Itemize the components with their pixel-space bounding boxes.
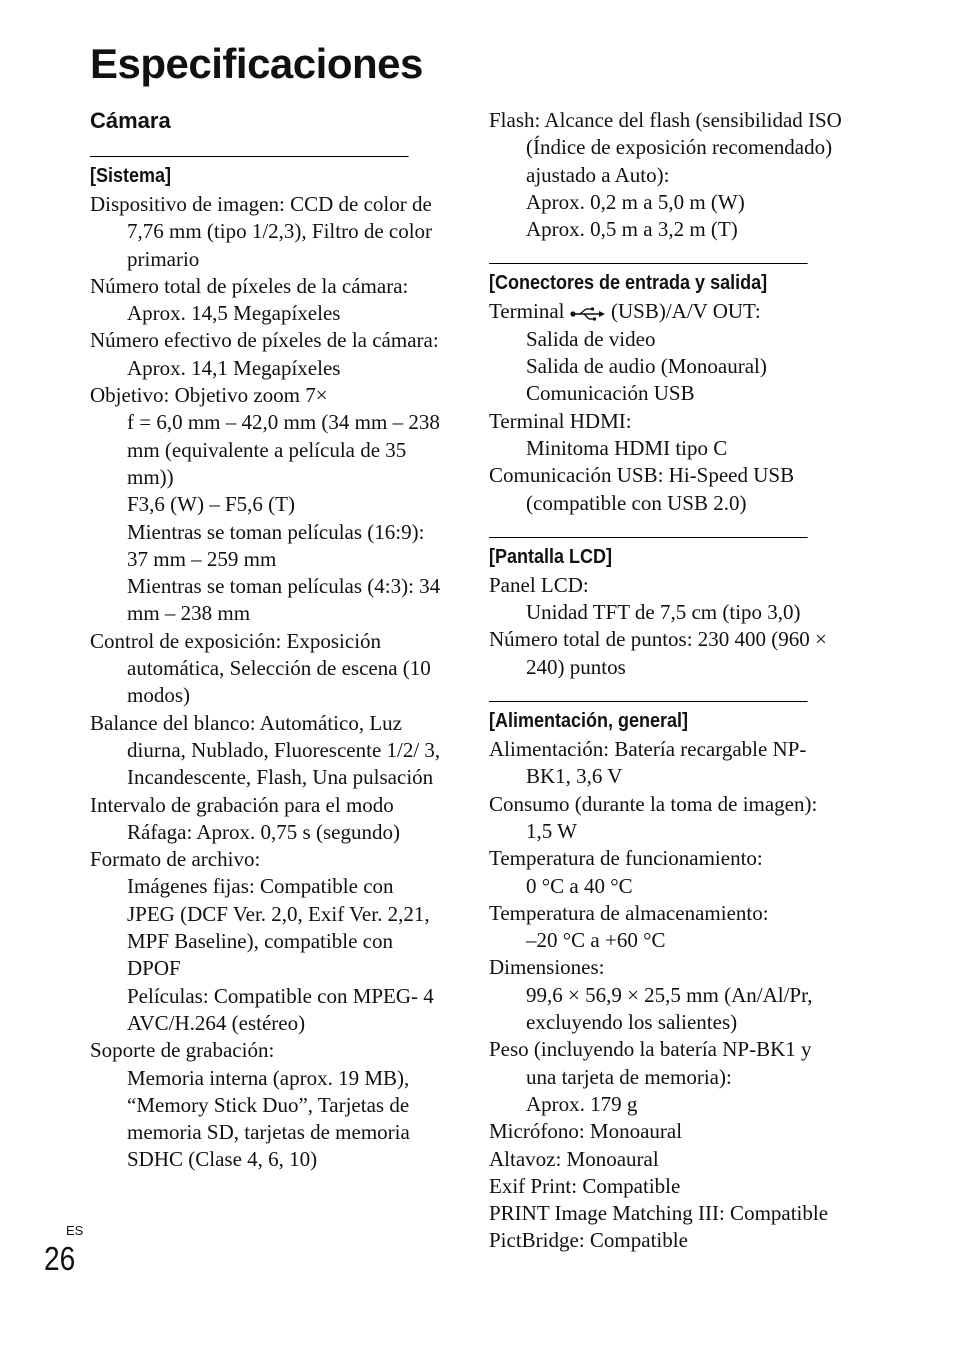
spec-list [90,191,444,1174]
spec-subitem: Películas: Compatible con MPEG- 4 AVC/H.264 (estéreo) [127,983,434,1035]
spec-subitem: Salida de audio (Monoaural) [526,354,767,379]
spec-list [489,736,843,1255]
spec-item: Panel LCD: [489,572,589,597]
section-conectores [489,263,843,516]
spec-sublist [489,326,843,408]
page-title: Especificaciones [90,40,423,87]
terminal-suffix: (USB)/A/V OUT: [611,299,761,324]
spec-item: Terminal HDMI: [489,408,632,433]
spec-item: PictBridge: Compatible [489,1228,688,1253]
spec-item: Número efectivo de píxeles de la cámara: [90,328,439,353]
spec-subitem: Comunicación USB [526,381,695,406]
spec-subitem: 0 °C a 40 °C [526,873,633,898]
spec-subitem: Salida de video [526,326,656,351]
spec-item: Altavoz: Monoaural [489,1146,659,1171]
spec-item: PRINT Image Matching III: Compatible [489,1201,829,1226]
section-pantalla [489,537,843,681]
spec-item: Número total de puntos: 230 400 (960 × 240) puntos [489,627,827,679]
spec-sublist [489,189,843,244]
spec-subitem: F3,6 (W) – F5,6 (T) [127,492,295,517]
spec-list [489,572,843,681]
spec-subitem: Aprox. 0,5 m a 3,2 m (T) [526,217,738,242]
section-sistema [90,156,444,1174]
spec-item: Peso (incluyendo la batería NP-BK1 y una tarjeta de memoria): [489,1037,812,1089]
spec-item: Balance del blanco: Automático, Luz diurna, Nublado, Fluorescente 1/2/ 3, Incandescente, Flash, Una pulsación [90,710,441,790]
page-language: ES [66,1223,84,1238]
spec-subitem: Aprox. 14,1 Megapíxeles [127,355,341,380]
terminal-prefix: Terminal [489,299,565,324]
spec-subitem: –20 °C a +60 °C [526,928,666,953]
spec-item: Exif Print: Compatible [489,1173,681,1198]
section-alimentacion [489,701,843,1255]
spec-subitem: f = 6,0 mm – 42,0 mm (34 mm – 238 mm (equivalente a película de 35 mm)) [127,410,440,489]
section-heading: [Sistema] [90,156,409,188]
usb-icon [570,307,606,321]
section-heading: [Pantalla LCD] [489,537,808,569]
section-heading: [Conectores de entrada y salida] [489,263,808,295]
page-number: 26 [44,1240,76,1277]
spec-list [489,408,843,517]
spec-subitem: Unidad TFT de 7,5 cm (tipo 3,0) [526,600,801,625]
spec-item: Flash: Alcance del flash (sensibilidad ISO (Índice de exposición recomendado) ajustado a Auto): [489,108,842,187]
spec-subitem: Mientras se toman películas (16:9): 37 mm – 259 mm [127,519,425,571]
spec-item: Control de exposición: Exposición automática, Selección de escena (10 modos) [90,628,431,708]
section-heading: [Alimentación, general] [489,701,808,733]
spec-item: Objetivo: Objetivo zoom 7× [90,383,328,408]
spec-item: Consumo (durante la toma de imagen): 1,5 W [489,791,818,843]
spec-item: Número total de píxeles de la cámara: [90,273,409,298]
section-subtitle: Cámara [90,108,171,133]
spec-item [489,298,843,325]
spec-subitem: Memoria interna (aprox. 19 MB), “Memory Stick Duo”, Tarjetas de memoria SD, tarjetas de memoria SDHC (Clase 4, 6, 10) [127,1065,410,1172]
spec-subitem: Mientras se toman películas (4:3): 34 mm – 238 mm [127,574,441,626]
spec-item: Soporte de grabación: [90,1038,275,1063]
spec-subitem: Aprox. 14,5 Megapíxeles [127,301,341,326]
spec-subitem: 99,6 × 56,9 × 25,5 mm (An/Al/Pr, excluyendo los salientes) [526,982,813,1035]
spec-item: Comunicación USB: Hi-Speed USB (compatible con USB 2.0) [489,463,795,515]
spec-subitem: Minitoma HDMI tipo C [526,435,728,460]
left-column [90,100,444,1194]
spec-item: Temperatura de almacenamiento: [489,900,769,925]
spec-subitem: Aprox. 0,2 m a 5,0 m (W) [526,189,745,214]
section-flash [489,107,843,243]
spec-item: Temperatura de funcionamiento: [489,846,763,871]
spec-subitem: Imágenes fijas: Compatible con JPEG (DCF Ver. 2,0, Exif Ver. 2,21, MPF Baseline), compatible con DPOF [127,874,430,981]
spec-item: Alimentación: Batería recargable NP-BK1, 3,6 V [489,737,807,789]
right-column [489,107,843,1275]
spec-subitem: Aprox. 179 g [526,1091,638,1116]
spec-item: Formato de archivo: [90,847,261,872]
spec-item: Dispositivo de imagen: CCD de color de 7,76 mm (tipo 1/2,3), Filtro de color primario [90,192,433,271]
spec-item: Intervalo de grabación para el modo Ráfaga: Aprox. 0,75 s (segundo) [90,792,400,844]
spec-item: Dimensiones: [489,955,605,980]
spec-item: Micrófono: Monoaural [489,1119,683,1144]
